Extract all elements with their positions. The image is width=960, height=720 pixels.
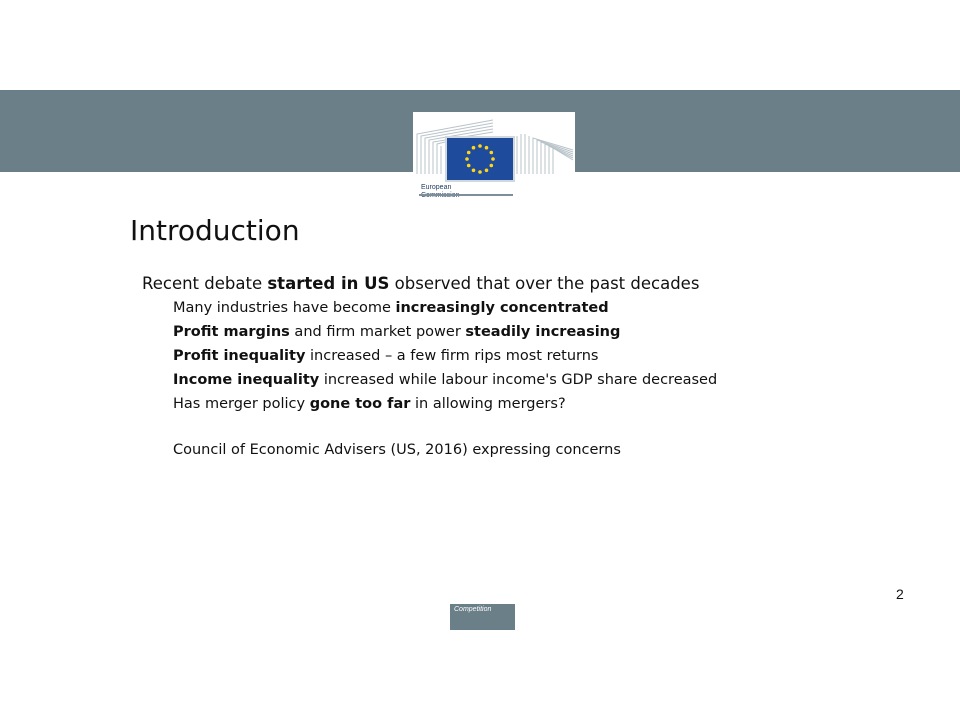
logo-label: European (421, 184, 452, 191)
slide-title: Introduction (130, 214, 300, 247)
footer-tab-label: Competition (454, 606, 492, 613)
page-number: 2 (896, 586, 904, 602)
slide-content (142, 272, 922, 462)
bullet-item: Profit margins and firm market power steadily increasing (173, 324, 621, 340)
eu-flag-icon (445, 136, 515, 182)
footer-competition-tab (450, 604, 515, 630)
note-line: Council of Economic Advisers (US, 2016) expressing concerns (173, 442, 621, 458)
bullet-item: Many industries have become increasingly concentrated (173, 300, 609, 316)
bullet-item: Profit inequality increased – a few firm rips most returns (173, 348, 599, 364)
european-commission-logo (413, 112, 575, 198)
intro-line: Recent debate started in US observed that over the past decades (142, 274, 700, 293)
bullet-item: Income inequality increased while labour income's GDP share decreased (173, 372, 718, 388)
bullet-item: Has merger policy gone too far in allowing mergers? (173, 396, 566, 412)
logo-underline (419, 194, 513, 196)
